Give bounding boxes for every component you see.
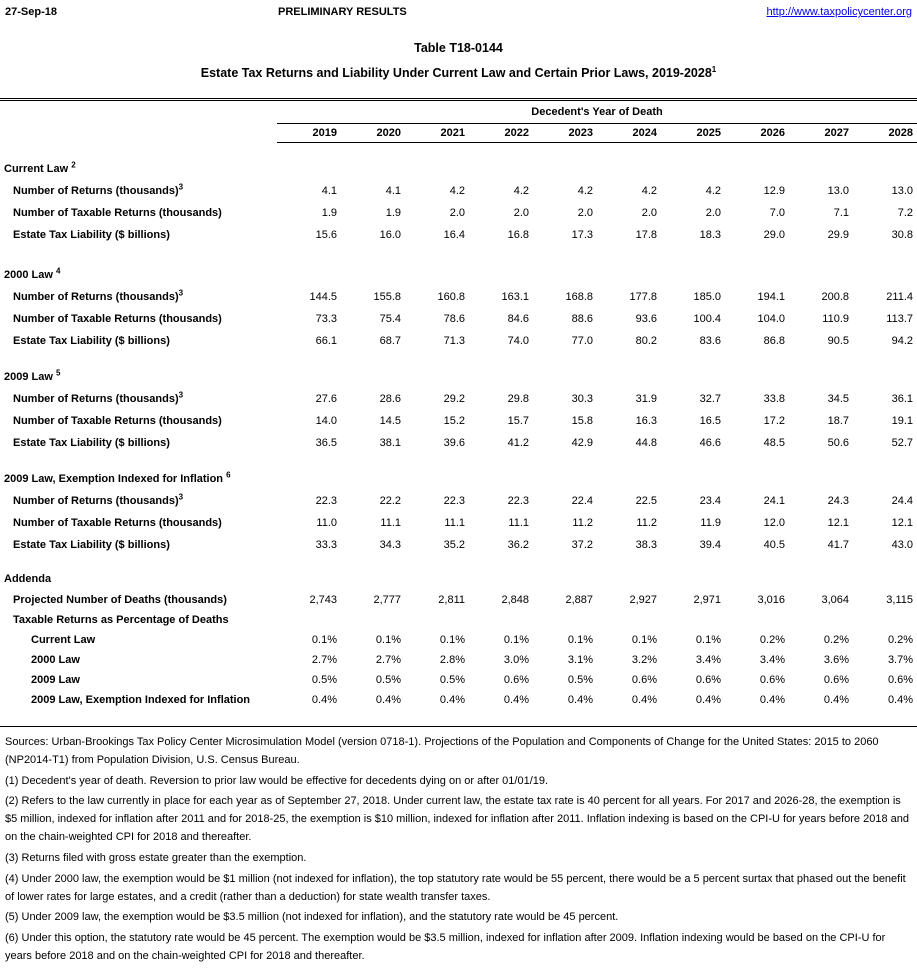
cell-value: 46.6 xyxy=(699,437,721,449)
table-row xyxy=(0,534,917,556)
cell-value: 39.4 xyxy=(699,539,721,551)
cell-value: 40.5 xyxy=(763,539,785,551)
cell-value xyxy=(533,610,597,630)
row-label: Number of Returns (thousands)$^3$ xyxy=(13,288,184,303)
year-column-header: 2026 xyxy=(725,123,789,142)
table-title xyxy=(0,66,917,80)
cell-value: 2.0 xyxy=(705,207,721,219)
cell-value: 22.2 xyxy=(379,495,401,507)
cell-value: 0.1% xyxy=(311,634,337,646)
year-column-header: 2028 xyxy=(853,123,917,142)
cell-value: 17.2 xyxy=(763,415,785,427)
cell-value: 4.2 xyxy=(705,185,721,197)
section-header-row xyxy=(0,264,917,286)
cell-value: 41.2 xyxy=(507,437,529,449)
cell-value: 0.5% xyxy=(439,674,465,686)
cell-value: 168.8 xyxy=(565,291,593,303)
cell-value: 3.1% xyxy=(567,654,593,666)
table-row xyxy=(0,432,917,454)
cell-value: 16.0 xyxy=(379,229,401,241)
spacer-row xyxy=(0,454,917,468)
cell-value: 41.7 xyxy=(827,539,849,551)
cell-value: 52.7 xyxy=(891,437,914,449)
corner-cell xyxy=(0,101,277,123)
cell-value: 0.5% xyxy=(311,674,337,686)
section-header: 2009 Law, Exemption Indexed for Inflation $^6$ xyxy=(4,470,231,485)
table-row xyxy=(0,512,917,534)
cell-value: 84.6 xyxy=(507,313,529,325)
cell-value: 2,927 xyxy=(629,594,657,606)
row-label: 2000 Law xyxy=(31,654,80,666)
cell-value xyxy=(661,610,725,630)
cell-value xyxy=(853,610,917,630)
cell-value: 50.6 xyxy=(827,437,849,449)
cell-value: 4.1 xyxy=(321,185,337,197)
cell-value: 163.1 xyxy=(501,291,529,303)
cell-value: 12.9 xyxy=(763,185,785,197)
spacer-row xyxy=(0,352,917,366)
cell-value: 80.2 xyxy=(635,335,657,347)
cell-value: 15.8 xyxy=(571,415,593,427)
cell-value: 3,064 xyxy=(821,594,849,606)
cell-value: 0.1% xyxy=(695,634,721,646)
cell-value: 33.3 xyxy=(315,539,337,551)
cell-value: 11.1 xyxy=(508,517,529,529)
cell-value: 2,848 xyxy=(501,594,529,606)
cell-value: 11.2 xyxy=(636,517,657,529)
cell-value: 0.6% xyxy=(503,674,529,686)
cell-value: 31.9 xyxy=(635,393,657,405)
year-column-header: 2027 xyxy=(789,123,853,142)
estate-tax-table xyxy=(0,101,917,710)
cell-value: 43.0 xyxy=(891,539,914,551)
cell-value xyxy=(597,610,661,630)
cell-value: 0.4% xyxy=(503,694,529,706)
cell-value: 48.5 xyxy=(763,437,785,449)
label-footnote-sup: 3 xyxy=(178,390,184,400)
cell-value: 68.7 xyxy=(379,335,401,347)
footnote: (2) Refers to the law currently in place for each year as of September 27, 2018. Under current law, the estate tax rate is 40 percent for all years. For 2017 and 2026-28, the exemption is $5 million, indexed for inflation after 2011 and for 2018-25, the exemption is $10 million, indexed for inflation after 2011. Inflation indexing is based on the CPI-U for years before 2018 and on the chain-weighted CPI for 2018 and thereafter. xyxy=(5,795,909,844)
row-label: Estate Tax Liability ($ billions) xyxy=(13,335,170,347)
spacer-row xyxy=(0,246,917,264)
cell-value: 36.5 xyxy=(315,437,337,449)
cell-value: 7.2 xyxy=(897,207,914,219)
cell-value: 1.9 xyxy=(385,207,401,219)
row-label: Number of Returns (thousands)$^3$ xyxy=(13,390,184,405)
table-row xyxy=(0,330,917,352)
cell-value: 38.1 xyxy=(379,437,401,449)
cell-value: 78.6 xyxy=(443,313,465,325)
section-header-row xyxy=(0,568,917,590)
row-label: Number of Taxable Returns (thousands) xyxy=(13,313,222,325)
cell-value: 3.2% xyxy=(631,654,657,666)
cell-value: 75.4 xyxy=(379,313,401,325)
cell-value: 83.6 xyxy=(699,335,721,347)
cell-value: 17.3 xyxy=(571,229,593,241)
cell-value: 0.4% xyxy=(311,694,337,706)
cell-value: 177.8 xyxy=(629,291,657,303)
cell-value: 2.0 xyxy=(449,207,465,219)
cell-value: 0.4% xyxy=(439,694,465,706)
cell-value xyxy=(277,610,341,630)
cell-value: 0.6% xyxy=(823,674,849,686)
cell-value: 0.2% xyxy=(823,634,849,646)
cell-value: 2.0 xyxy=(513,207,529,219)
cell-value: 30.8 xyxy=(891,229,914,241)
cell-value: 144.5 xyxy=(309,291,337,303)
cell-value: 22.5 xyxy=(635,495,657,507)
cell-value: 2.7% xyxy=(375,654,401,666)
cell-value: 86.8 xyxy=(763,335,785,347)
cell-value: 33.8 xyxy=(763,393,785,405)
cell-value: 34.5 xyxy=(827,393,849,405)
cell-value: 4.2 xyxy=(449,185,465,197)
years-header-row xyxy=(0,123,917,142)
cell-value: 11.0 xyxy=(316,517,337,529)
cell-value: 18.7 xyxy=(827,415,849,427)
cell-value: 23.4 xyxy=(699,495,721,507)
spacer-cell xyxy=(0,454,917,468)
footnote: (3) Returns filed with gross estate greater than the exemption. xyxy=(5,851,307,864)
year-column-header: 2024 xyxy=(597,123,661,142)
cell-value: 211.4 xyxy=(886,291,914,303)
cell-value: 3.7% xyxy=(887,654,914,666)
cell-value: 7.1 xyxy=(833,207,849,219)
cell-value: 22.3 xyxy=(315,495,337,507)
span-header-row xyxy=(0,101,917,123)
cell-value: 37.2 xyxy=(571,539,593,551)
label-footnote-sup: 3 xyxy=(178,288,184,298)
cell-value: 36.1 xyxy=(891,393,914,405)
spacer-cell xyxy=(0,556,917,568)
cell-value xyxy=(725,610,789,630)
row-label: Number of Taxable Returns (thousands) xyxy=(13,415,222,427)
section-footnote-sup: 4 xyxy=(55,266,61,276)
date-label: 27-Sep-18 xyxy=(5,6,57,18)
cell-value xyxy=(789,610,853,630)
section-footnote-sup: 2 xyxy=(71,160,76,170)
cell-value: 113.7 xyxy=(886,313,914,325)
cell-value: 1.9 xyxy=(321,207,337,219)
label-footnote-sup: 3 xyxy=(178,182,184,192)
cell-value: 93.6 xyxy=(635,313,657,325)
cell-value: 104.0 xyxy=(757,313,785,325)
cell-value: 39.6 xyxy=(443,437,465,449)
cell-value: 24.3 xyxy=(827,495,849,507)
cell-value: 66.1 xyxy=(315,335,337,347)
title-block xyxy=(0,41,917,80)
cell-value: 74.0 xyxy=(507,335,529,347)
preliminary-results-label: PRELIMINARY RESULTS xyxy=(278,6,407,18)
cell-value: 90.5 xyxy=(827,335,849,347)
table-title-text: Estate Tax Returns and Liability Under Current Law and Certain Prior Laws, 2019-2028 xyxy=(200,66,712,80)
cell-value: 30.3 xyxy=(571,393,593,405)
title-footnote-sup: 1 xyxy=(711,64,717,74)
cell-value: 24.1 xyxy=(763,495,785,507)
section-header: Current Law $^2$ xyxy=(4,160,76,175)
cell-value: 36.2 xyxy=(507,539,529,551)
table-row xyxy=(0,650,917,670)
table-row xyxy=(0,690,917,710)
footnote: (5) Under 2009 law, the exemption would be $3.5 million (not indexed for inflation), and the statutory rate would be 45 percent. xyxy=(5,911,619,924)
table-row xyxy=(0,630,917,650)
cell-value xyxy=(469,610,533,630)
section-header: Addenda xyxy=(4,573,52,585)
cell-value: 0.1% xyxy=(567,634,593,646)
cell-value: 0.4% xyxy=(759,694,785,706)
cell-value: 0.6% xyxy=(887,674,914,686)
cell-value: 0.4% xyxy=(695,694,721,706)
taxpolicycenter-link[interactable]: http://www.taxpolicycenter.org xyxy=(766,6,912,18)
cell-value: 4.2 xyxy=(641,185,657,197)
cell-value: 44.8 xyxy=(635,437,657,449)
year-column-header: 2023 xyxy=(533,123,597,142)
cell-value: 11.2 xyxy=(572,517,593,529)
row-label: Taxable Returns as Percentage of Deaths xyxy=(13,614,229,626)
cell-value: 3,115 xyxy=(886,594,914,606)
cell-value: 160.8 xyxy=(437,291,465,303)
cell-value: 24.4 xyxy=(891,495,914,507)
cell-value: 16.5 xyxy=(699,415,721,427)
cell-value: 12.1 xyxy=(891,517,914,529)
table-row xyxy=(0,410,917,432)
cell-value: 2,811 xyxy=(438,594,465,606)
cell-value: 15.2 xyxy=(443,415,465,427)
table-row xyxy=(0,180,917,202)
row-label: Number of Returns (thousands)$^3$ xyxy=(13,182,184,197)
cell-value: 3.4% xyxy=(759,654,785,666)
cell-value: 0.6% xyxy=(759,674,785,686)
cell-value: 29.8 xyxy=(507,393,529,405)
span-header: Decedent's Year of Death xyxy=(277,101,917,123)
cell-value: 29.0 xyxy=(763,229,785,241)
cell-value: 38.3 xyxy=(635,539,657,551)
cell-value: 29.2 xyxy=(443,393,465,405)
year-column-header: 2020 xyxy=(341,123,405,142)
cell-value: 16.3 xyxy=(635,415,657,427)
cell-value: 4.2 xyxy=(577,185,593,197)
table-row xyxy=(0,610,917,630)
section-footnote-sup: 6 xyxy=(226,470,231,480)
table-row xyxy=(0,490,917,512)
spacer-row xyxy=(0,142,917,158)
cell-value: 28.6 xyxy=(379,393,401,405)
cell-value: 4.1 xyxy=(385,185,401,197)
spacer-cell xyxy=(0,352,917,366)
table-row xyxy=(0,286,917,308)
cell-value: 7.0 xyxy=(769,207,785,219)
cell-value: 3.6% xyxy=(823,654,849,666)
cell-value: 3.4% xyxy=(695,654,721,666)
cell-value: 16.8 xyxy=(507,229,529,241)
cell-value: 2.0 xyxy=(641,207,657,219)
year-column-header: 2021 xyxy=(405,123,469,142)
cell-value: 2.0 xyxy=(577,207,593,219)
cell-value: 0.4% xyxy=(567,694,593,706)
footnote: Sources: Urban-Brookings Tax Policy Center Microsimulation Model (version 0718-1). Projections of the Population and Components of Change for the United States: 2015 to 2060 (NP2014-T1) from Population Division, U.S. Census Bureau. xyxy=(5,736,879,766)
row-label: Estate Tax Liability ($ billions) xyxy=(13,437,170,449)
year-column-header: 2025 xyxy=(661,123,725,142)
year-column-header: 2019 xyxy=(277,123,341,142)
spacer-row xyxy=(0,556,917,568)
table-number-title: Table T18-0144 xyxy=(414,41,503,55)
cell-value: 0.6% xyxy=(695,674,721,686)
cell-value: 0.1% xyxy=(375,634,401,646)
cell-value: 73.3 xyxy=(315,313,337,325)
cell-value: 88.6 xyxy=(571,313,593,325)
cell-value: 3,016 xyxy=(757,594,785,606)
cell-value: 11.1 xyxy=(380,517,401,529)
row-label: Estate Tax Liability ($ billions) xyxy=(13,539,170,551)
cell-value: 2.8% xyxy=(439,654,465,666)
row-label: Current Law xyxy=(31,634,96,646)
cell-value: 77.0 xyxy=(571,335,593,347)
row-label: Number of Taxable Returns (thousands) xyxy=(13,517,222,529)
table-row xyxy=(0,388,917,410)
cell-value: 22.4 xyxy=(571,495,593,507)
row-label: Number of Returns (thousands)$^3$ xyxy=(13,492,184,507)
cell-value: 12.0 xyxy=(763,517,785,529)
year-column-header: 2022 xyxy=(469,123,533,142)
footnote: (1) Decedent's year of death. Reversion to prior law would be effective for decedents dying on or after 01/01/19. xyxy=(5,774,549,787)
page-header xyxy=(0,0,917,26)
row-label: Projected Number of Deaths (thousands) xyxy=(13,594,227,606)
footnote: (6) Under this option, the statutory rate would be 45 percent. The exemption would be $3.5 million, indexed for inflation after 2009. Inflation indexing would be based on the CPI-U for years before 2018 and on the chain-weighted CPI for 2018 and thereafter. xyxy=(5,932,886,962)
cell-value: 2,743 xyxy=(309,594,337,606)
cell-value: 0.4% xyxy=(375,694,401,706)
cell-value: 0.1% xyxy=(439,634,465,646)
cell-value: 18.3 xyxy=(699,229,721,241)
cell-value: 19.1 xyxy=(891,415,914,427)
cell-value: 0.2% xyxy=(759,634,785,646)
cell-value: 0.2% xyxy=(887,634,914,646)
cell-value: 22.3 xyxy=(507,495,529,507)
cell-value: 155.8 xyxy=(373,291,401,303)
cell-value: 12.1 xyxy=(827,517,849,529)
footnote: (4) Under 2000 law, the exemption would be $1 million (not indexed for inflation), the top statutory rate would be 55 percent, there would be a 5 percent surtax that phased out the benefit of lower rates for large estates, and a credit (rather than a deduction) for state wealth transfer taxes. xyxy=(5,872,906,903)
table-row xyxy=(0,308,917,330)
cell-value: 29.9 xyxy=(827,229,849,241)
cell-value: 2,887 xyxy=(565,594,593,606)
cell-value: 32.7 xyxy=(699,393,721,405)
cell-value: 0.1% xyxy=(631,634,657,646)
cell-value: 194.1 xyxy=(757,291,785,303)
table-row xyxy=(0,224,917,246)
cell-value: 4.2 xyxy=(513,185,529,197)
table-row xyxy=(0,590,917,610)
cell-value: 34.3 xyxy=(379,539,401,551)
cell-value: 14.0 xyxy=(315,415,337,427)
cell-value: 22.3 xyxy=(443,495,465,507)
cell-value: 13.0 xyxy=(891,185,914,197)
cell-value: 13.0 xyxy=(827,185,849,197)
section-footnote-sup: 5 xyxy=(55,368,61,378)
cell-value: 185.0 xyxy=(693,291,721,303)
label-footnote-sup: 3 xyxy=(178,492,184,502)
cell-value: 71.3 xyxy=(443,335,465,347)
cell-value: 35.2 xyxy=(443,539,465,551)
cell-value: 94.2 xyxy=(891,335,914,347)
spacer-cell xyxy=(0,246,917,264)
cell-value: 0.1% xyxy=(503,634,529,646)
corner-cell xyxy=(0,123,277,142)
footnotes xyxy=(0,727,917,966)
row-label: Estate Tax Liability ($ billions) xyxy=(13,229,170,241)
row-label: 2009 Law xyxy=(31,674,80,686)
cell-value: 0.4% xyxy=(823,694,849,706)
cell-value: 0.4% xyxy=(631,694,657,706)
cell-value: 110.9 xyxy=(822,313,849,325)
cell-value xyxy=(405,610,469,630)
cell-value: 2.7% xyxy=(311,654,337,666)
section-header-row xyxy=(0,158,917,180)
cell-value: 14.5 xyxy=(379,415,401,427)
row-label: 2009 Law, Exemption Indexed for Inflation xyxy=(31,694,251,706)
section-header: 2009 Law $^5$ xyxy=(4,368,61,383)
cell-value: 2,777 xyxy=(373,594,401,606)
table-row xyxy=(0,202,917,224)
section-header-row xyxy=(0,366,917,388)
cell-value: 17.8 xyxy=(635,229,657,241)
cell-value: 2,971 xyxy=(693,594,721,606)
cell-value: 27.6 xyxy=(315,393,337,405)
cell-value: 15.6 xyxy=(315,229,337,241)
row-label: Number of Taxable Returns (thousands) xyxy=(13,207,222,219)
cell-value: 15.7 xyxy=(507,415,529,427)
cell-value: 200.8 xyxy=(821,291,849,303)
cell-value: 16.4 xyxy=(443,229,465,241)
cell-value: 0.5% xyxy=(375,674,401,686)
section-header-row xyxy=(0,468,917,490)
cell-value: 0.6% xyxy=(631,674,657,686)
section-header: 2000 Law $^4$ xyxy=(4,266,61,281)
cell-value: 42.9 xyxy=(571,437,593,449)
cell-value: 0.5% xyxy=(567,674,593,686)
cell-value xyxy=(341,610,405,630)
spacer-cell xyxy=(0,142,917,158)
cell-value: 0.4% xyxy=(887,694,914,706)
table-row xyxy=(0,670,917,690)
cell-value: 11.9 xyxy=(700,517,721,529)
cell-value: 3.0% xyxy=(503,654,529,666)
cell-value: 11.1 xyxy=(444,517,465,529)
cell-value: 100.4 xyxy=(693,313,721,325)
